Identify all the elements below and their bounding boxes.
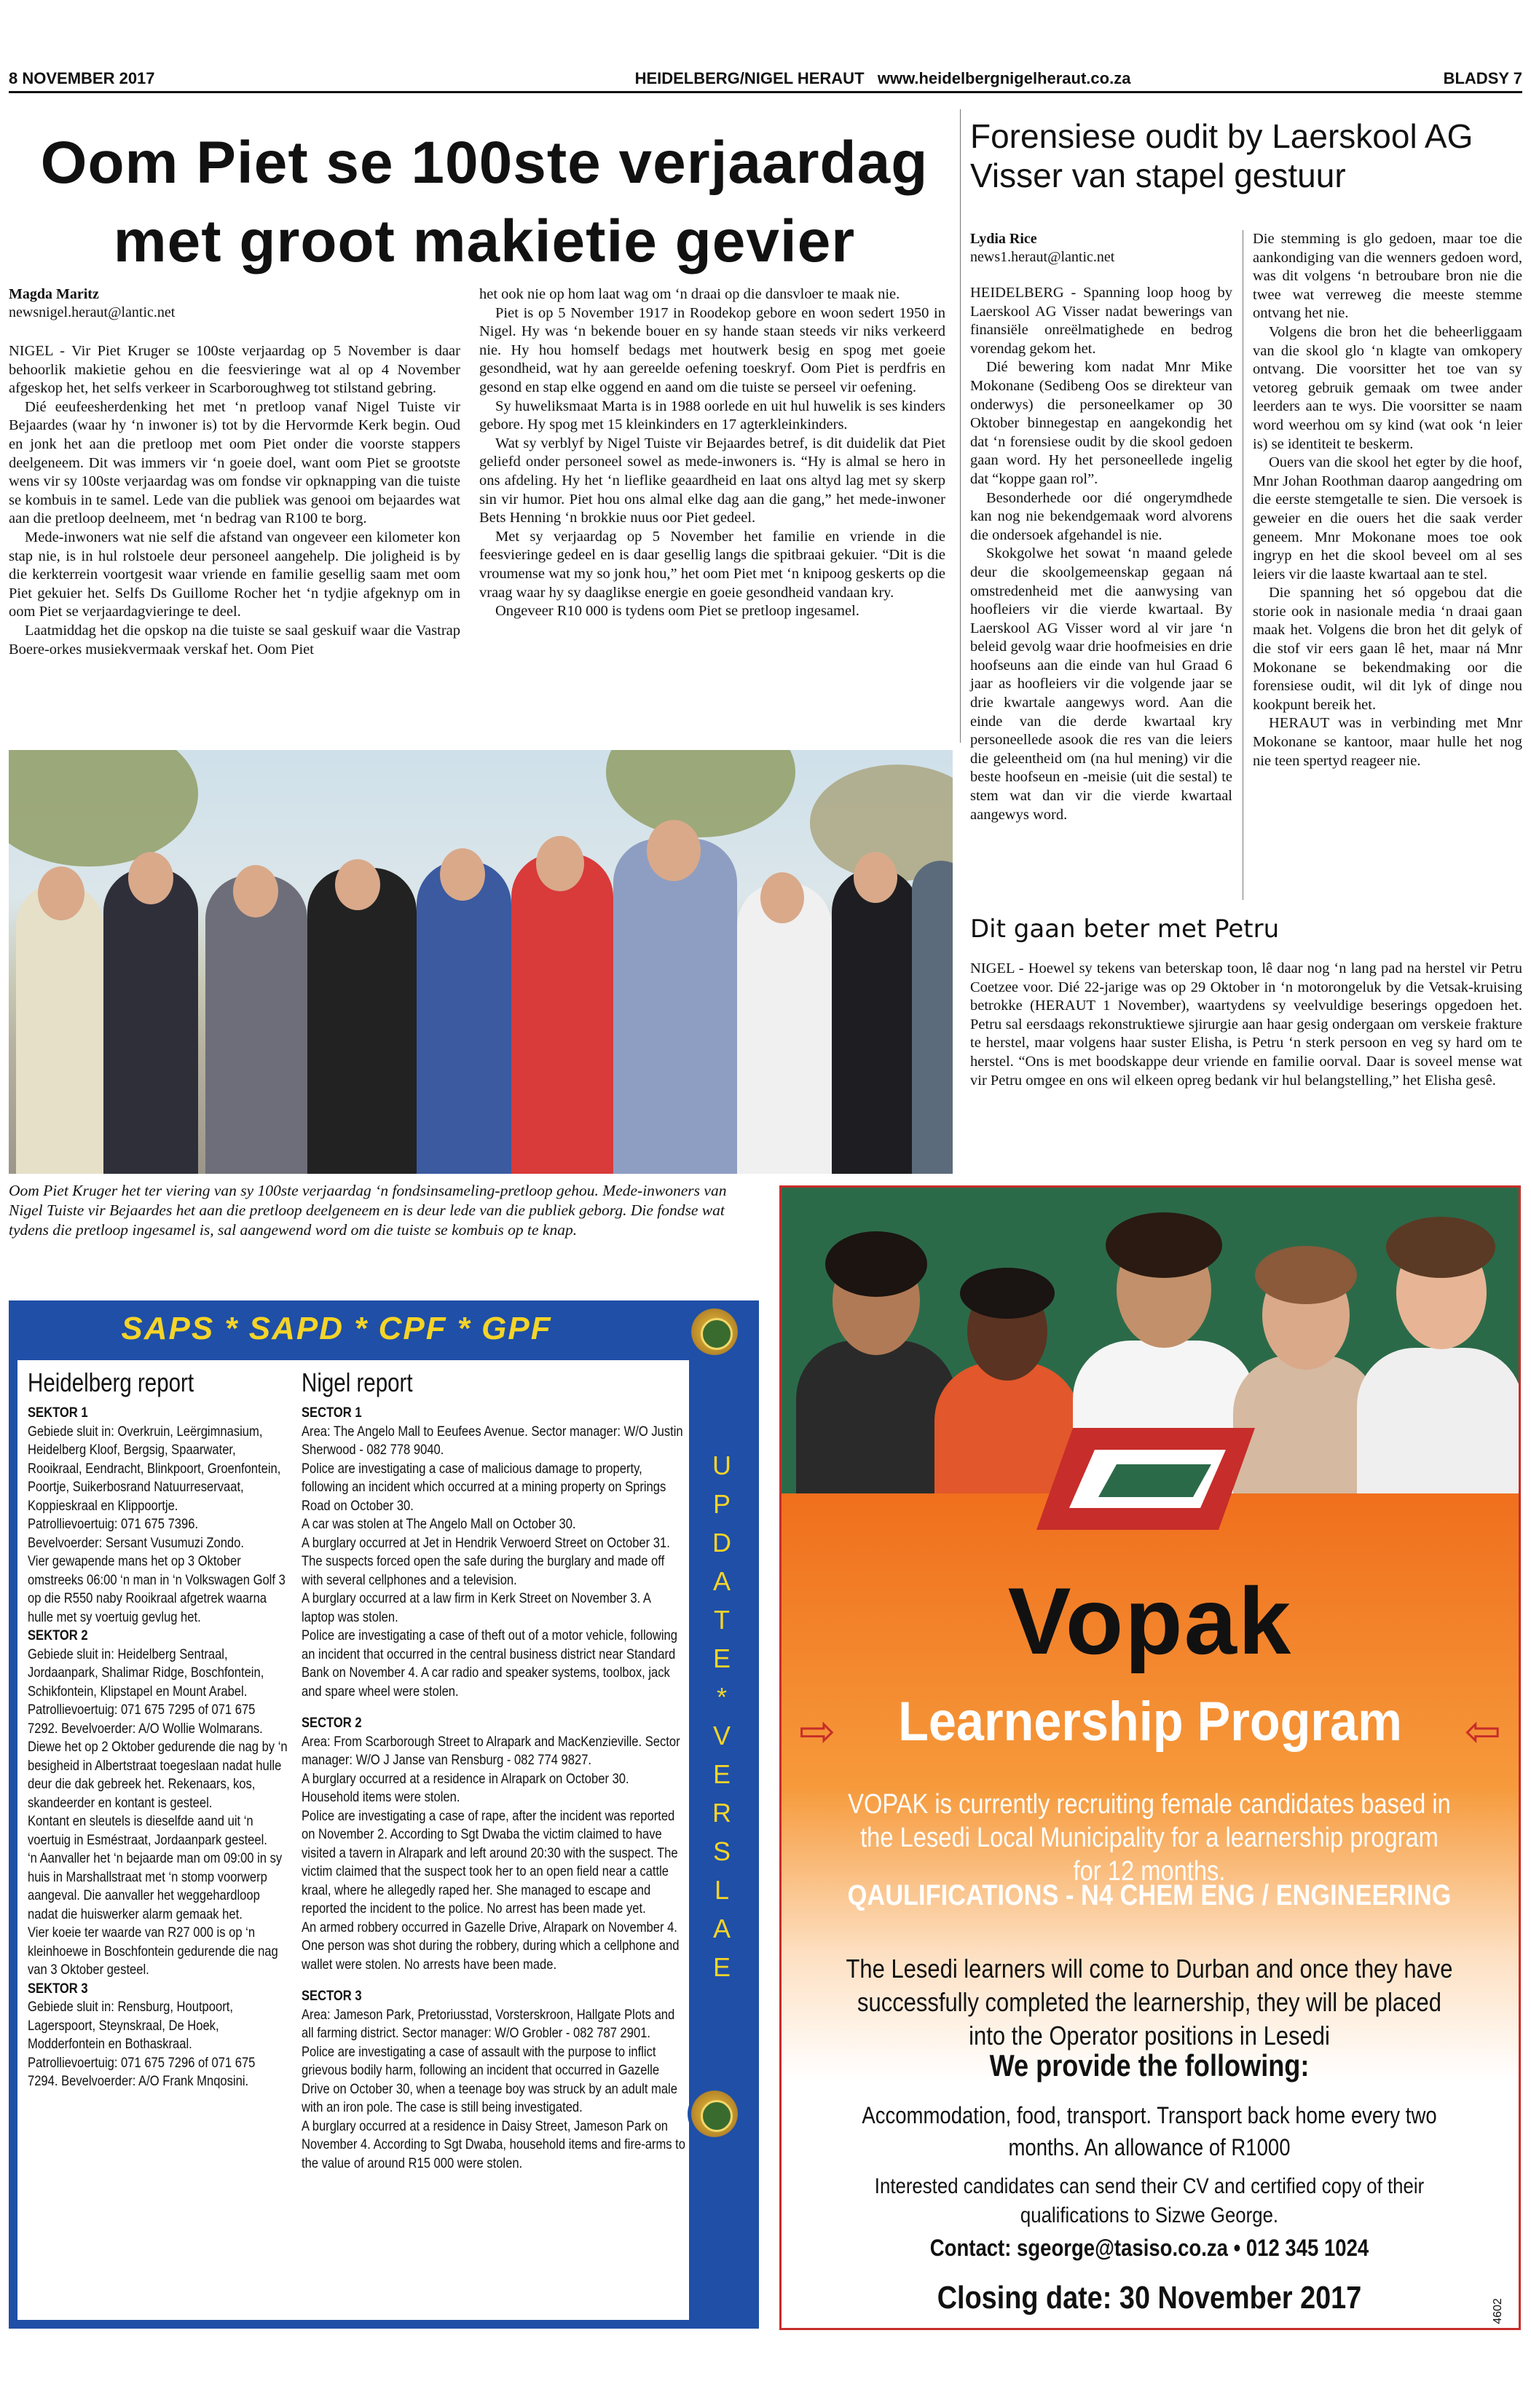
paragraph: Ongeveer R10 000 is tydens oom Piet se pretloop ingesamel. bbox=[495, 603, 859, 620]
page-header bbox=[9, 67, 1522, 93]
paragraph: Met sy verjaardag op 5 November het familie en vriende in die feesvieringe gedeel en is daar gesellig langs die spitbraai gekuier. “Dit is die vroumense wat my so jonk hou,” het oom Piet met ‘n knipoog geskerts op die vraag waar hy sy daaglikse energie en goeie gesondheid vandaan kry. bbox=[479, 528, 945, 601]
paragraph: Wat sy verblyf by Nigel Tuiste vir Bejaardes betref, is dit duidelik dat Piet geliefd onder personeel sowel as mede-inwoners is. “Hy is almal se hero in ons afdeling. Hy het ‘n lieflike geaardheid en laat ons altyd lag met sy skerp sin vir humor. Piet hou ons almal elke dag aan die gang,” het mede-inwoner Bets Henning ‘n brokkie nuus oor Piet gedeel. bbox=[479, 435, 945, 526]
petru-body bbox=[970, 960, 1522, 1090]
report-line: Diewe het op 2 Oktober gedurende die nag by ‘n besigheid in Albertstraat toegeslaan nadat hulle deur die dak gebreek het. Rekenaars, kos, skandeerder en kontant is gesteel. bbox=[28, 1739, 288, 1811]
paragraph: Besonderhede oor dié ongerymdhede kan nog nie bekendgemaak word alvorens die ondersoek afgehandel is nie. bbox=[970, 489, 1232, 543]
nigel-report bbox=[302, 1404, 685, 2173]
saps-title: SAPS * SAPD * CPF * GPF bbox=[121, 1311, 552, 1346]
report-line: Vier koeie ter waarde van R27 000 is op ‘n kleinhoewe in Boschfontein gedurende die nag van 3 Oktober gesteel. bbox=[28, 1925, 278, 1978]
report-line: A car was stolen at The Angelo Mall on October 30. bbox=[302, 1516, 576, 1532]
audit-col2 bbox=[1253, 230, 1522, 770]
vertical-letter: P bbox=[712, 1489, 731, 1519]
police-badge-icon bbox=[688, 1305, 741, 1359]
sector-heading: SEKTOR 1 bbox=[28, 1405, 88, 1421]
report-line: Patrollievoertuig: 071 675 7396. bbox=[28, 1516, 199, 1532]
paragraph: NIGEL - Vir Piet Kruger se 100ste verjaardag op 5 November is daar behoorlik makietie gehou en die feesvieringe wat al op 4 November afgeskop het, het selfs verkeer in Scarboroughweg tot stilstand gebring. bbox=[9, 343, 460, 397]
vertical-letter: L bbox=[714, 1875, 730, 1905]
arrow-left-icon: ⇦ bbox=[1464, 1706, 1501, 1757]
headline-line-1: Oom Piet se 100ste verjaardag bbox=[40, 130, 929, 196]
vertical-letter: S bbox=[712, 1836, 731, 1866]
audit-headline: Forensiese oudit by Laerskool AG Visser van stapel gestuur bbox=[970, 117, 1473, 194]
paragraph: Die stemming is glo gedoen, maar toe die aankondiging van die wenners gedoen word, was dit volgens ‘n betroubare bron nie die twee wat verreweg die meeste stemme ontvang het nie. bbox=[1253, 231, 1522, 322]
ad-provide: Accommodation, food, transport. Transport back home every two months. An allowance of R1000 bbox=[862, 2102, 1437, 2160]
ad-qualifications: QAULIFICATIONS - N4 CHEM ENG / ENGINEERING bbox=[847, 1879, 1452, 1911]
audit-col1 bbox=[970, 284, 1232, 824]
vertical-letter: E bbox=[712, 1759, 731, 1789]
paragraph: het ook nie op hom laat wag om ‘n draai op die dansvloer te maak nie. bbox=[479, 286, 900, 302]
heidelberg-report-title: Heidelberg report bbox=[28, 1367, 194, 1397]
column-divider bbox=[960, 109, 961, 743]
report-panel bbox=[17, 1360, 689, 2320]
report-line: Gebiede sluit in: Rensburg, Houtpoort, Lagerspoort, Steynskraal, De Hoek, Modderfontein en Bothaskraal. bbox=[28, 1999, 233, 2052]
report-line: Vier gewapende mans het op 3 Oktober omstreeks 06:00 ‘n man in ‘n Volkswagen Golf 3 op die R550 naby Rooikraal afgetrek waarna hulle met sy voertuig gevlug het. bbox=[28, 1553, 286, 1625]
ad-interested: Interested candidates can send their CV and certified copy of their qualifications to Sizwe George. bbox=[874, 2174, 1425, 2227]
report-line: Area: Jameson Park, Pretoriusstad, Vorsterskroon, Hallgate Plots and all farming district. Sector manager: W/O Grobler - 082 787 2901. bbox=[302, 2006, 675, 2041]
paragraph: Sy huweliksmaat Marta is in 1988 oorlede en uit hul huwelik is ses kinders gebore. Hy spog met 15 kleinkinders en 17 agterkleinkinders. bbox=[479, 398, 945, 433]
main-headline bbox=[29, 124, 940, 281]
paper-name-url: HEIDELBERG/NIGEL HERAUT www.heidelbergnigelheraut.co.za bbox=[634, 69, 1131, 87]
paragraph: Piet is op 5 November 1917 in Roodekop gebore en woon sedert 1950 in Nigel. Hy was ‘n bekende bouer en sy hande staan steeds vir niks verkeerd nie. Hy hou homself bedags met houtwerk besig en spog met goeie gesondheid, wat hy aan gereelde oefening toeskryf. Oom Piet is perdfris en gesond en stap elke oggend en aand om die tuiste se perseel vir oefening. bbox=[479, 304, 945, 395]
paragraph: Dié bewering kom nadat Mnr Mike Mokonane (Sedibeng Oos se direkteur van onderwys) die personeelkamer op 30 Oktober binnegestap en aangekondig het dat ‘n forensiese oudit by die skool gedoen gaan word. Hy het personeellede ingelig dat “koppe gaan rol”. bbox=[970, 359, 1232, 487]
paragraph: Volgens die bron het die beheerliggaam van die skool glo ‘n klagte van omkopery ontvang. Die voorsitter het toe van sy vetoreg gebruik gemaak om twee ander leerders aan te wys. Die voorsitter se naam word weerhou om sy kind (wat ook ‘n leier is) se identiteit te beskerm. bbox=[1253, 323, 1522, 452]
vertical-letter: R bbox=[712, 1798, 731, 1828]
headline-line-2: met groot makietie gevier bbox=[113, 208, 856, 275]
sector-heading: SECTOR 2 bbox=[302, 1715, 362, 1731]
ad-details: The Lesedi learners will come to Durban and once they have successfully completed the learnership, they will be placed into the Operator positions in Lesedi bbox=[846, 1954, 1453, 2050]
arrow-right-icon: ⇨ bbox=[799, 1706, 836, 1757]
report-line: Police are investigating a case of assault with the purpose to inflict grievous bodily harm, following an incident that occurred in Gazelle Drive on October 30, when a teenage boy was struck by an adult male with an iron pole. The case is still being investigated. bbox=[302, 2043, 677, 2115]
report-line: Bevelvoerder: Sersant Vusumuzi Zondo. bbox=[28, 1534, 244, 1551]
report-line: A burglary occurred at a law firm in Kerk Street on November 3. A laptop was stolen. bbox=[302, 1590, 651, 1625]
report-line: ‘n Aanvaller het ‘n bejaarde man om 09:00 in sy huis in Marshallstraat met ‘n stomp voorwerp aangeval. Die aanvaller het weggehardloop nadat die huiswerker alarm gemaak het. bbox=[28, 1850, 283, 1922]
report-line: An armed robbery occurred in Gazelle Drive, Alrapark on November 4. One person was shot during the robbery, during which a cellphone and wallet were stolen. No arrests have been made. bbox=[302, 1919, 680, 1973]
main-byline bbox=[9, 285, 460, 322]
report-line: Area: The Angelo Mall to Eeufees Avenue. Sector manager: W/O Justin Sherwood - 082 778 9040. bbox=[302, 1423, 683, 1458]
author-email: newsnigel.heraut@lantic.net bbox=[9, 304, 176, 320]
paragraph: HEIDELBERG - Spanning loop hoog by Laerskool AG Visser nadat bewerings van finansiële onreëlmatighede en bedrog vorendag gekom het. bbox=[970, 285, 1232, 357]
program-title: Learnership Program bbox=[898, 1691, 1402, 1753]
police-badge-icon bbox=[688, 2087, 741, 2141]
report-line: Police are investigating a case of rape, after the incident was reported on November 2. According to Sgt Dwaba the victim claimed to have visited a tavern in Alrapark and left around 20:30 with the suspect. The victim claimed that the suspect took her to an open field near a cattle kraal, where he allegedly raped her. She managed to escape and reported the incident to the police. No arrest has been made yet. bbox=[302, 1807, 678, 1916]
ad-provide-title: We provide the following: bbox=[989, 2048, 1310, 2083]
report-line: Gebiede sluit in: Heidelberg Sentraal, Jordaanpark, Shalimar Ridge, Boschfontein, Schikfontein, Klipstapel en Mount Arabel. bbox=[28, 1646, 264, 1700]
sector-heading: SECTOR 3 bbox=[302, 1988, 362, 2004]
vertical-letter: * bbox=[716, 1682, 727, 1712]
paragraph: Die spanning het só opgebou dat die storie ook in nasionale media ‘n draai gaan maak het. Volgens die bron het dit gelyk of die stof vir eers gaan lê het, maar ná Mnr Mokonane se bekendmaking oor die forensiese oudit, wil dit lyk of dinge nou kookpunt bereik het. bbox=[1253, 585, 1522, 713]
paragraph: NIGEL - Hoewel sy tekens van beterskap toon, lê daar nog ‘n lang pad na herstel vir Petru Coetzee voor. Dié 22-jarige was op 29 Oktober in ‘n motorongeluk by die Vetsak-kruising betrokke (HERAUT 1 November), waartydens sy veelvuldige beserings opgedoen het. Petru sal eersdaags rekonstruktiewe sjirurgie aan haar gesig ondergaan om verskeie frakture te herstel, maar volgens haar suster Elisha, is Petru ‘n sterk persoon en veg sy hard om te herstel. “Ons is met boodskappe deur vriende en familie oorval. Daar is soveel mense wat vir Petru omgee en ons wil elkeen opreg bedank vir hul belangstelling,” het Elisha gesê. bbox=[970, 960, 1522, 1089]
ad-reference-number: 4602 bbox=[1492, 2298, 1505, 2324]
report-line: Area: From Scarborough Street to Alrapark and MacKenzieville. Sector manager: W/O J Janse van Rensburg - 082 774 9827. bbox=[302, 1733, 680, 1768]
report-line: Patrollievoertuig: 071 675 7296 of 071 675 7294. Bevelvoerder: A/O Frank Mnqosini. bbox=[28, 2054, 256, 2089]
paragraph: Mede-inwoners wat nie self die afstand van ongeveer een kilometer kon stap nie, is in hul rolstoele deur personeel aangehelp. Die joligheid is by die kerkterrein voortgesit waar vriende en familie gesellig saam met oom Piet gekuier het. Selfs Ds Guillome Rocher het ‘n tydjie afgeknyp om in oom Piet se verjaardagvieringe te deel. bbox=[9, 529, 460, 620]
report-line: Police are investigating a case of malicious damage to property, following an incident which occurred at a mining property on Springs Road on October 30. bbox=[302, 1460, 666, 1514]
author-name: Lydia Rice bbox=[970, 231, 1037, 247]
paragraph: Dié eeufeesherdenking het met ‘n pretloop vanaf Nigel Tuiste vir Bejaardes (waar hy ‘n inwoner is) tot by die Hervormde Kerk begin. Oud en jonk het aan die pretloop met oom Piet onder die voorste stappers deelgeneem. Dit was immers vir ‘n goeie doel, want oom Piet se grootste wens vir sy 100ste verjaardag was om fondse vir opknapping van die tuiste se kombuis in te samel. Lede van die publiek was genooi om bejaardes wat aan die pretloop deelneem, met ‘n bedrag van R100 te borg. bbox=[9, 398, 460, 527]
main-article-col2 bbox=[479, 285, 945, 621]
sector-heading: SECTOR 1 bbox=[302, 1405, 362, 1421]
vertical-letter: T bbox=[714, 1605, 730, 1635]
ad-closing-date: Closing date: 30 November 2017 bbox=[937, 2280, 1362, 2316]
audit-byline bbox=[970, 230, 1232, 267]
vertical-letter: V bbox=[712, 1721, 731, 1750]
heidelberg-report bbox=[28, 1404, 288, 2091]
main-article-col1 bbox=[9, 342, 460, 659]
paragraph: HERAUT was in verbinding met Mnr Mokonane se kantoor, maar hulle het nog nie teen spertyd reageer nie. bbox=[1253, 715, 1522, 769]
vertical-letter: U bbox=[712, 1450, 731, 1480]
paragraph: Skokgolwe het sowat ‘n maand gelede deur die skoolgemeenskap gegaan ná omstredenheid met die aanwysing van hoofleiers vir die vierde kwartaal. By Laerskool AG Visser word al vir jare ‘n beleid gevolg waar drie hoofmeisies en drie hoofseuns aan die einde van hul Graad 6 jaar as hoofleiers vir die volgende jaar se drie kwartale aangewys word. Aan die einde van die derde kwartaal kry personeellede asook die res van die leiers die geleentheid om (na hul mening) vir die beste hoofseun en -meisie (uit die sestal) te stem wat dan vir die vierde kwartaal aangewys word. bbox=[970, 545, 1232, 823]
report-line: A burglary occurred at a residence in Daisy Street, Jameson Park on November 4. According to Sgt Dwaba, household items and fire-arms to the value of around R15 000 were stolen. bbox=[302, 2117, 685, 2171]
ad-contact: Contact: sgeorge@tasiso.co.za • 012 345 1024 bbox=[929, 2235, 1369, 2261]
photo-caption: Oom Piet Kruger het ter viering van sy 100ste verjaardag ‘n fondsinsameling-pretloop gehou. Mede-inwoners van Nigel Tuiste vir Bejaardes het aan die pretloop deelgeneem en is deur lede van die publiek geborg. Die fondse wat tydens die pretloop ingesamel is, sal aangewend word om die tuiste se kombuis op te knap. bbox=[9, 1182, 727, 1239]
petru-headline: Dit gaan beter met Petru bbox=[970, 915, 1280, 944]
sector-heading: SEKTOR 3 bbox=[28, 1980, 88, 1997]
ad-intro: VOPAK is currently recruiting female candidates based in the Lesedi Local Municipality for a learnership program for 12 months. bbox=[848, 1789, 1451, 1887]
update-verslae-vertical bbox=[696, 1446, 747, 1986]
report-line: Police are investigating a case of theft out of a motor vehicle, following an incident that occurred in the central business district near Standard Bank on November 4. A car radio and speaker systems, toolbox, jack and spare wheel were stolen. bbox=[302, 1627, 677, 1700]
paragraph: Ouers van die skool het egter by die hoof, Mnr Johan Roothman daarop aangedring om die eerste stemgetalle te sien. Die versoek is geweier en die ouers het die saak verder geneem. Mnr Mokonane moes toe ook ingryp en het die skool beveel om al ses leiers vir die laaste kwartaal aan te stel. bbox=[1253, 454, 1522, 583]
vopak-brand: Vopak bbox=[1007, 1568, 1293, 1674]
author-email: news1.heraut@lantic.net bbox=[970, 249, 1115, 265]
vertical-letter: A bbox=[712, 1566, 731, 1596]
page-number: BLADSY 7 bbox=[1443, 69, 1522, 87]
paragraph: Laatmiddag het die opskop na die tuiste se saal geskuif waar die Vastrap Boere-orkes musiekvermaak verskaf het. Oom Piet bbox=[9, 622, 460, 658]
issue-date: 8 NOVEMBER 2017 bbox=[9, 69, 155, 87]
group-photo bbox=[9, 750, 953, 1174]
report-line: Patrollievoertuig: 071 675 7295 of 071 675 7292. Bevelvoerder: A/O Wollie Wolmarans. bbox=[28, 1702, 263, 1737]
vertical-letter: A bbox=[712, 1914, 731, 1943]
report-line: Gebiede sluit in: Overkruin, Leërgimnasium, Heidelberg Kloof, Bergsig, Spaarwater, Rooikraal, Eendracht, Blinkpoort, Groenfontein, Poortje, Suikerbosrand Natuurreservaat, Koppieskraal en Klippoortje. bbox=[28, 1423, 281, 1514]
vopak-logo-icon bbox=[1029, 1421, 1270, 1566]
vopak-advertisement bbox=[779, 1185, 1521, 2330]
saps-report-box bbox=[9, 1300, 759, 2329]
author-name: Magda Maritz bbox=[9, 286, 99, 302]
nigel-report-title: Nigel report bbox=[302, 1367, 413, 1397]
report-line: A burglary occurred at a residence in Alrapark on October 30. Household items were stolen. bbox=[302, 1770, 629, 1805]
report-line: A burglary occurred at Jet in Hendrik Verwoerd Street on October 31. The suspects forced open the safe during the burglary and made off with several cellphones and a television. bbox=[302, 1534, 670, 1588]
report-line: Kontant en sleutels is dieselfde aand uit ‘n voertuig in Esméstraat, Jordaanpark gesteel. bbox=[28, 1813, 267, 1848]
vertical-letter: D bbox=[712, 1528, 731, 1558]
vertical-letter: E bbox=[712, 1643, 731, 1673]
sector-heading: SEKTOR 2 bbox=[28, 1627, 88, 1643]
vertical-letter: E bbox=[712, 1952, 731, 1982]
